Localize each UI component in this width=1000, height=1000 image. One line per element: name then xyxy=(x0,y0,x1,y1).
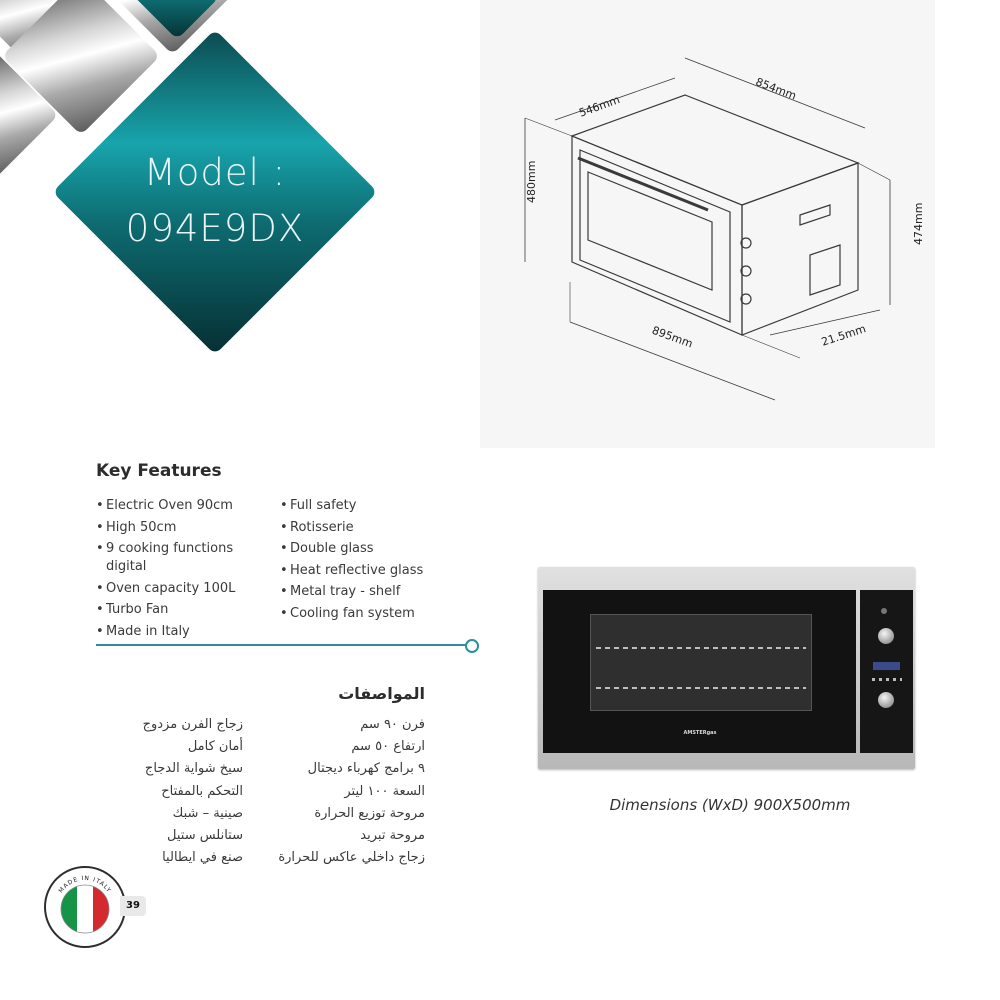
list-item: • Rotisserie xyxy=(280,519,455,537)
list-item: صينية – شبك xyxy=(172,805,243,821)
list-item: • Heat reflective glass xyxy=(280,562,455,580)
function-knob xyxy=(878,692,894,708)
list-item: ستانلس ستيل xyxy=(167,827,243,843)
list-item: مروحة تبريد xyxy=(360,827,425,843)
list-item: سيخ شواية الدجاج xyxy=(144,761,243,777)
arabic-specs-title: المواصفات xyxy=(338,684,425,703)
list-item: • Electric Oven 90cm xyxy=(96,497,246,515)
list-item: زجاج داخلي عاكس للحرارة xyxy=(278,850,425,866)
arabic-specs-list-right xyxy=(255,716,425,871)
dimensions-caption: Dimensions (WxD) 900X500mm xyxy=(609,796,851,814)
dim-width-top: 854mm xyxy=(753,75,799,103)
dimension-diagram xyxy=(480,0,935,448)
list-item: فرن ٩٠ سم xyxy=(360,717,425,732)
list-item: • Metal tray - shelf xyxy=(280,583,455,601)
list-item: التحكم بالمفتاح xyxy=(161,783,243,799)
key-features-list-left xyxy=(96,497,246,644)
oven-brand-logo: AMSTERgas xyxy=(683,730,717,736)
control-buttons xyxy=(872,678,902,681)
page-number: 39 xyxy=(120,896,146,916)
list-item: • 9 cooking functions digital xyxy=(96,540,246,576)
oven-rack xyxy=(596,687,806,689)
list-item: • Oven capacity 100L xyxy=(96,580,246,598)
list-item: صنع في ايطاليا xyxy=(162,850,243,866)
list-item: • High 50cm xyxy=(96,519,246,537)
oven-window xyxy=(590,614,812,711)
model-prefix: Model : xyxy=(143,151,287,194)
list-item: أمان كامل xyxy=(187,739,243,755)
oven-rack xyxy=(596,647,806,649)
list-item: ارتفاع ٥٠ سم xyxy=(351,739,425,755)
list-item: • Cooling fan system xyxy=(280,605,455,623)
key-features-title: Key Features xyxy=(96,461,222,481)
list-item: ٩ برامج كهرباء ديجتال xyxy=(307,761,425,777)
list-item: • Double glass xyxy=(280,540,455,558)
model-number: 094E9DX xyxy=(125,207,305,250)
list-item: زجاج الفرن مزدوج xyxy=(142,717,243,732)
dim-width-bottom: 895mm xyxy=(650,323,695,351)
italy-flag-badge-icon xyxy=(44,866,126,948)
temperature-knob xyxy=(878,628,894,644)
arabic-specs-list-left xyxy=(95,716,243,871)
list-item: • Full safety xyxy=(280,497,455,515)
dim-depth: 546mm xyxy=(577,93,622,120)
model-label xyxy=(100,145,330,257)
dim-height-right: 474mm xyxy=(912,202,925,245)
badge-text: MADE IN ITALY xyxy=(57,874,113,895)
list-item: السعة ١٠٠ ليتر xyxy=(344,783,425,799)
oven-control-panel xyxy=(860,590,913,753)
divider-end-dot xyxy=(465,639,479,653)
list-item: مروحة توزيع الحرارة xyxy=(314,805,425,821)
digital-display xyxy=(873,662,900,670)
section-divider xyxy=(96,644,468,646)
dim-height-left: 480mm xyxy=(525,160,538,203)
dim-thickness: 21.5mm xyxy=(819,322,868,349)
list-item: • Made in Italy xyxy=(96,623,246,641)
indicator-light xyxy=(881,608,887,614)
key-features-list-right xyxy=(280,497,455,626)
list-item: • Turbo Fan xyxy=(96,601,246,619)
